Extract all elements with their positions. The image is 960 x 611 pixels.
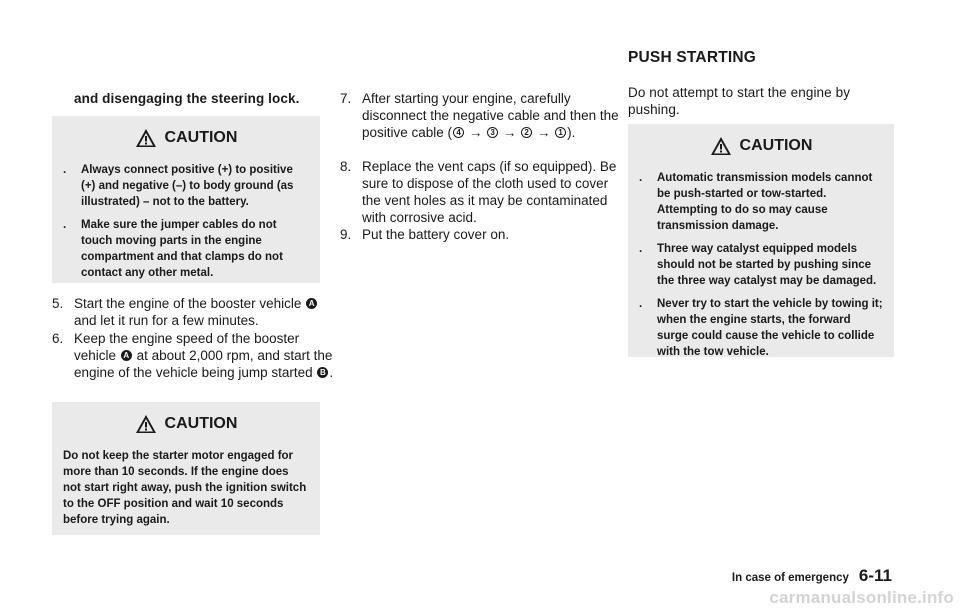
caution-item: . Make sure the jumper cables do not touch moving parts in the engine compartment and that clamps do not contact any other metal. bbox=[63, 219, 283, 279]
marker-1: 1 bbox=[555, 127, 566, 138]
caution-title: CAUTION bbox=[164, 415, 238, 432]
step-7: 7. After starting your engine, carefully disconnect the negative cable and then the positive cable ( 4 → 3 → 2 → 1 ). bbox=[340, 91, 619, 140]
step-6: 6. Keep the engine speed of the booster vehicle A at about 2,000 rpm, and start the engine of the vehicle being jump started B . bbox=[52, 331, 334, 380]
caution-header bbox=[63, 128, 309, 148]
section-title: PUSH STARTING bbox=[628, 49, 757, 66]
marker-a: A bbox=[121, 350, 132, 361]
caution-header bbox=[639, 136, 883, 156]
marker-b: B bbox=[317, 367, 328, 378]
caution-box-starter bbox=[52, 402, 320, 535]
caution-item: . Automatic transmission models cannot be push-started or tow-started. Attempting to do so may cause transmission damage. bbox=[639, 172, 873, 232]
step-8: 8. Replace the vent caps (if so equipped). Be sure to dispose of the cloth used to cover the vent holes as it may be contaminated with corrosive acid. bbox=[340, 159, 617, 225]
caution-box-push bbox=[628, 124, 894, 357]
caution-box-connect bbox=[52, 116, 320, 283]
watermark: carmanualsonline.info bbox=[769, 588, 954, 607]
warning-icon bbox=[135, 414, 157, 434]
step-5: 5. Start the engine of the booster vehicle A and let it run for a few minutes. bbox=[52, 295, 342, 329]
warning-icon bbox=[135, 128, 157, 148]
intro-text: and disengaging the steering lock. bbox=[74, 91, 300, 106]
marker-3: 3 bbox=[487, 127, 498, 138]
caution-text: Do not keep the starter motor engaged for more than 10 seconds. If the engine does not start right away, push the ignition switch to the OFF position and wait 10 seconds before trying again. bbox=[63, 450, 307, 526]
step-9: 9. Put the battery cover on. bbox=[340, 227, 510, 242]
marker-4: 4 bbox=[453, 127, 464, 138]
marker-a: A bbox=[306, 298, 317, 309]
caution-title: CAUTION bbox=[164, 129, 238, 146]
caution-item: . Never try to start the vehicle by towing it; when the engine starts, the forward surge could cause the vehicle to collide with the tow vehicle. bbox=[639, 298, 883, 358]
warning-icon bbox=[710, 136, 732, 156]
caution-item: . Always connect positive (+) to positive (+) and negative (–) to body ground (as illustrated) – not to the battery. bbox=[63, 164, 294, 208]
page-footer bbox=[732, 566, 892, 586]
page-number: 6-11 bbox=[858, 566, 892, 585]
caution-header bbox=[63, 414, 309, 434]
caution-item: . Three way catalyst equipped models should not be started by pushing since the three way catalyst may be damaged. bbox=[639, 243, 877, 287]
intro-text: Do not attempt to start the engine by pushing. bbox=[628, 85, 851, 117]
caution-title: CAUTION bbox=[739, 137, 813, 154]
marker-2: 2 bbox=[521, 127, 532, 138]
footer-section: In case of emergency bbox=[731, 572, 849, 584]
